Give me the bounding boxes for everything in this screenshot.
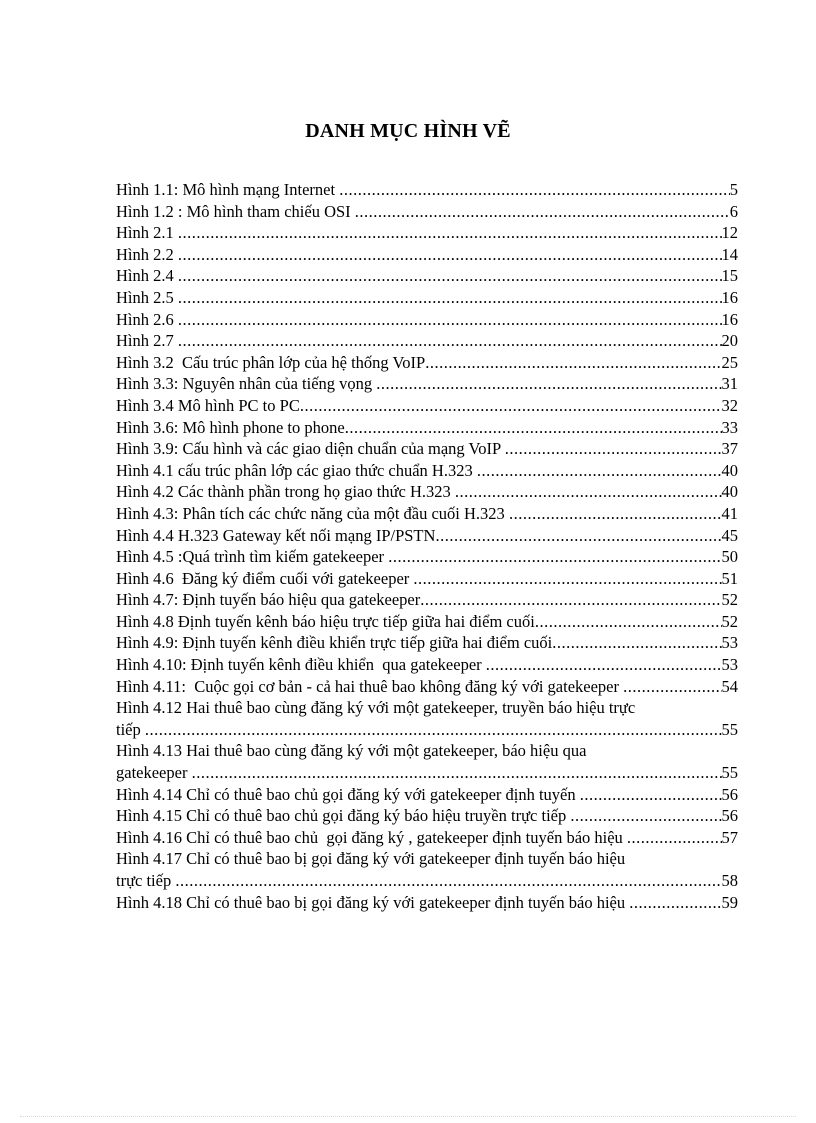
toc-page-number: 37 <box>721 439 738 459</box>
toc-entry-row <box>116 784 738 806</box>
toc-page-number: 16 <box>721 309 738 329</box>
dot-leader <box>552 632 721 654</box>
toc-entry-label: Hình 3.2 Cấu trúc phân lớp của hệ thống VoIP <box>116 352 426 372</box>
dot-leader <box>178 222 722 244</box>
dot-leader <box>425 352 721 374</box>
dot-leader <box>145 719 722 741</box>
toc-page-number: 12 <box>721 223 738 243</box>
toc-page-number: 33 <box>721 417 738 437</box>
dot-leader <box>477 460 722 482</box>
toc-page-number: 55 <box>721 719 738 739</box>
toc-entry-label: Hình 3.6: Mô hình phone to phone <box>116 417 345 437</box>
dot-leader <box>627 827 722 849</box>
toc-entry[interactable] <box>116 287 738 309</box>
toc-entry-label: Hình 4.5 :Quá trình tìm kiếm gatekeeper <box>116 547 389 567</box>
toc-entry-row <box>116 827 738 849</box>
toc-entry[interactable] <box>116 503 738 525</box>
toc-entry[interactable] <box>116 568 738 590</box>
toc-entry[interactable] <box>116 481 738 503</box>
toc-entry-label: Hình 2.7 <box>116 331 178 351</box>
toc-entry-label: Hình 4.2 Các thành phần trong họ giao thức H.323 <box>116 482 455 502</box>
toc-page-number: 14 <box>721 244 738 264</box>
toc-entry-label: Hình 4.10: Định tuyến kênh điều khiển qua gatekeeper <box>116 655 486 675</box>
toc-entry[interactable] <box>116 546 738 568</box>
toc-page-number: 40 <box>721 460 738 480</box>
toc-entry[interactable] <box>116 438 738 460</box>
dot-leader <box>413 568 721 590</box>
toc-page-number: 5 <box>729 180 738 199</box>
toc-entry-label: Hình 4.1 cấu trúc phân lớp các giao thức chuẩn H.323 <box>116 460 477 480</box>
toc-page-number: 56 <box>721 806 738 826</box>
toc-entry-label: Hình 4.4 H.323 Gateway kết nối mạng IP/PSTN <box>116 525 436 545</box>
dot-leader <box>376 373 721 395</box>
toc-entry-row <box>116 309 738 331</box>
toc-entry-row <box>116 201 738 223</box>
toc-entry-row <box>116 395 738 417</box>
dot-leader <box>623 676 721 698</box>
toc-entry[interactable] <box>116 676 738 698</box>
toc-entry-row <box>116 287 738 309</box>
toc-entry-label: Hình 4.12 Hai thuê bao cùng đăng ký với một gatekeeper, truyền báo hiệu trực <box>116 698 636 718</box>
toc-page-number: 6 <box>729 201 738 221</box>
toc-entry-row <box>116 438 738 460</box>
toc-entry-label: Hình 4.9: Định tuyến kênh điều khiển trực tiếp giữa hai điểm cuối <box>116 633 553 653</box>
toc-page-number: 50 <box>721 547 738 567</box>
toc-entry-label: Hình 4.15 Chỉ có thuê bao chủ gọi đăng ký báo hiệu truyền trực tiếp <box>116 806 571 826</box>
page-bottom-rule <box>20 1116 796 1117</box>
toc-entry[interactable] <box>116 892 738 914</box>
toc-page-number: 53 <box>721 633 738 653</box>
dot-leader <box>486 654 722 676</box>
dot-leader <box>175 870 721 892</box>
dot-leader <box>580 784 722 806</box>
toc-entry-row <box>116 525 738 547</box>
toc-entry-row <box>116 632 738 654</box>
dot-leader <box>535 611 722 633</box>
toc-entry[interactable] <box>116 309 738 331</box>
toc-entry-label: Hình 4.18 Chỉ có thuê bao bị gọi đăng ký với gatekeeper định tuyến báo hiệu <box>116 892 630 912</box>
toc-entry[interactable] <box>116 848 738 891</box>
toc-page-number: 20 <box>721 331 738 351</box>
dot-leader <box>455 481 722 503</box>
toc-entry-label: Hình 4.6 Đăng ký điểm cuối với gatekeeper <box>116 568 414 588</box>
toc-entry-label: Hình 2.4 <box>116 266 178 286</box>
toc-page-number: 41 <box>721 503 738 523</box>
toc-entry[interactable] <box>116 244 738 266</box>
dot-leader <box>388 546 721 568</box>
toc-entry-label: Hình 2.2 <box>116 244 178 264</box>
toc-page-number: 52 <box>721 590 738 610</box>
toc-page-number: 40 <box>721 482 738 502</box>
dot-leader <box>345 417 722 439</box>
toc-page-number: 54 <box>721 676 738 696</box>
toc-entry-continuation: trực tiếp <box>116 871 176 890</box>
toc-entry-label: Hình 4.8 Định tuyến kênh báo hiệu trực tiếp giữa hai điểm cuối <box>116 611 535 631</box>
toc-entry[interactable] <box>116 525 738 547</box>
toc-page-number: 16 <box>721 287 738 307</box>
toc-entry-label: Hình 3.4 Mô hình PC to PC <box>116 395 300 415</box>
toc-entry-row <box>116 676 738 698</box>
toc-entry-label: Hình 3.3: Nguyên nhân của tiếng vọng <box>116 374 377 394</box>
toc-entry-row <box>116 373 738 395</box>
dot-leader <box>339 179 730 201</box>
toc-entry-row <box>116 460 738 482</box>
toc-entry-label: Hình 1.1: Mô hình mạng Internet <box>116 180 340 199</box>
dot-leader <box>435 525 721 547</box>
toc-entry-label: Hình 2.6 <box>116 309 178 329</box>
dot-leader <box>355 201 730 223</box>
toc-entry[interactable] <box>116 373 738 395</box>
toc-entry-continuation-row <box>116 719 738 741</box>
toc-entry-label: Hình 2.1 <box>116 223 178 243</box>
toc-page-number: 15 <box>721 266 738 286</box>
toc-page-number: 32 <box>721 395 738 415</box>
toc-entry-row <box>116 568 738 590</box>
toc-entry[interactable] <box>116 697 738 740</box>
toc-entry[interactable] <box>116 805 738 827</box>
toc-entry-label: Hình 4.7: Định tuyến báo hiệu qua gatekeeper <box>116 590 421 610</box>
dot-leader <box>570 805 721 827</box>
toc-entry-label: Hình 4.13 Hai thuê bao cùng đăng ký với một gatekeeper, báo hiệu qua <box>116 741 587 761</box>
toc-entry-label: Hình 2.5 <box>116 287 178 307</box>
toc-entry[interactable] <box>116 201 738 223</box>
toc-entry[interactable] <box>116 784 738 806</box>
toc-entry[interactable] <box>116 632 738 654</box>
dot-leader <box>300 395 722 417</box>
toc-page-number: 31 <box>721 374 738 394</box>
toc-entry-row <box>116 481 738 503</box>
toc-entry-label: Hình 4.3: Phân tích các chức năng của một đầu cuối H.323 <box>116 503 509 523</box>
toc-entry[interactable] <box>116 589 738 611</box>
toc-entry-row <box>116 352 738 374</box>
toc-entry[interactable] <box>116 460 738 482</box>
toc-page-number: 25 <box>721 352 738 372</box>
dot-leader <box>509 503 722 525</box>
toc-entry[interactable] <box>116 222 738 244</box>
toc-entry-row <box>116 179 738 201</box>
toc-entry-continuation-row <box>116 870 738 892</box>
dot-leader <box>178 287 722 309</box>
dot-leader <box>178 309 722 331</box>
toc-page-number: 57 <box>721 827 738 847</box>
toc-entry-row <box>116 503 738 525</box>
toc-entry[interactable] <box>116 352 738 374</box>
toc-entry-row <box>116 805 738 827</box>
dot-leader <box>420 589 721 611</box>
toc-entry-row <box>116 417 738 439</box>
toc-page-number: 53 <box>721 655 738 675</box>
toc-entry[interactable] <box>116 417 738 439</box>
toc-page-number: 56 <box>721 784 738 804</box>
toc-entry-row <box>116 244 738 266</box>
toc-entry-row <box>116 265 738 287</box>
dot-leader <box>192 762 722 784</box>
toc-entry-row <box>116 330 738 352</box>
figure-list <box>116 179 738 913</box>
toc-entry-row <box>116 589 738 611</box>
toc-entry-label: Hình 4.11: Cuộc gọi cơ bản - cả hai thuê bao không đăng ký với gatekeeper <box>116 676 624 696</box>
toc-entry-row <box>116 654 738 676</box>
toc-entry-row <box>116 222 738 244</box>
toc-entry-row <box>116 546 738 568</box>
dot-leader <box>178 330 722 352</box>
toc-entry[interactable] <box>116 740 738 783</box>
toc-page-number: 55 <box>721 763 738 783</box>
toc-entry-row <box>116 611 738 633</box>
toc-entry[interactable] <box>116 179 738 201</box>
toc-entry-continuation: gatekeeper <box>116 763 192 783</box>
toc-entry[interactable] <box>116 827 738 849</box>
toc-page-number: 45 <box>721 525 738 545</box>
toc-entry-label: Hình 4.14 Chỉ có thuê bao chủ gọi đăng ký với gatekeeper định tuyến <box>116 784 580 804</box>
toc-page-number: 52 <box>721 611 738 631</box>
toc-page-number: 58 <box>721 871 738 890</box>
dot-leader <box>505 438 722 460</box>
toc-entry-label: Hình 4.16 Chỉ có thuê bao chủ gọi đăng ký , gatekeeper định tuyến báo hiệu <box>116 827 627 847</box>
toc-entry-continuation-row <box>116 762 738 784</box>
toc-page-number: 59 <box>721 892 738 912</box>
toc-entry[interactable] <box>116 265 738 287</box>
dot-leader <box>178 265 722 287</box>
toc-entry-label: Hình 4.17 Chỉ có thuê bao bị gọi đăng ký với gatekeeper định tuyến báo hiệu <box>116 849 626 869</box>
toc-entry-row <box>116 892 738 914</box>
page-title: DANH MỤC HÌNH VẼ <box>305 120 511 142</box>
toc-entry[interactable] <box>116 654 738 676</box>
toc-entry-label: Hình 1.2 : Mô hình tham chiếu OSI <box>116 201 355 221</box>
toc-page-number: 51 <box>721 568 738 588</box>
toc-entry-label: Hình 3.9: Cấu hình và các giao diện chuẩn của mạng VoIP <box>116 439 505 459</box>
toc-entry[interactable] <box>116 330 738 352</box>
toc-entry-continuation: tiếp <box>116 719 145 739</box>
dot-leader <box>629 892 721 914</box>
dot-leader <box>178 244 722 266</box>
toc-entry[interactable] <box>116 395 738 417</box>
toc-entry[interactable] <box>116 611 738 633</box>
